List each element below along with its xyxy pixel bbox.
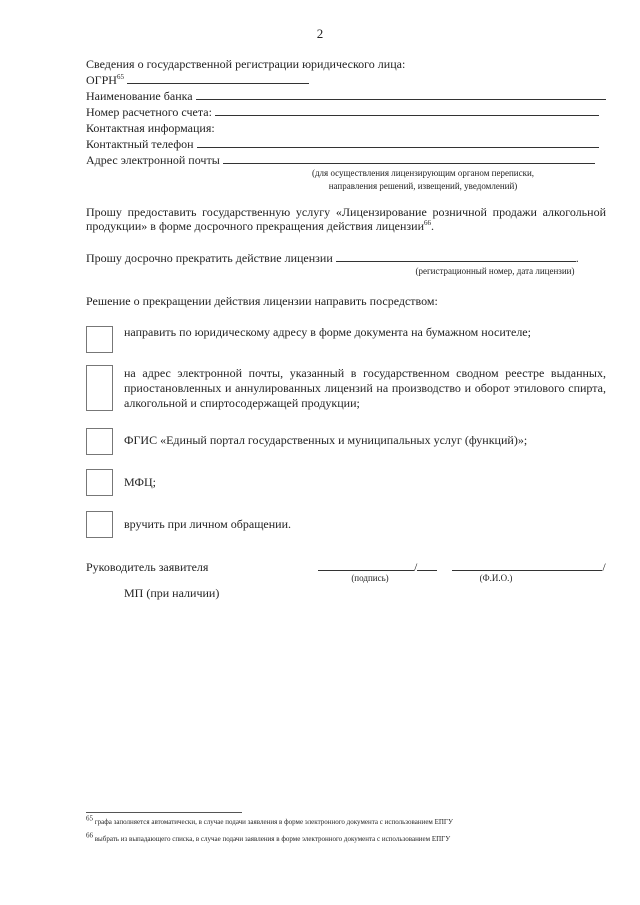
footnote-65-mark: 65 — [86, 814, 93, 823]
slash-1: / — [414, 560, 418, 574]
option-portal: ФГИС «Единый портал государственных и муниципальных услуг (функций)»; — [124, 433, 528, 447]
option-in-person: вручить при личном обращении. — [124, 517, 292, 531]
request-text: Прошу предоставить государственную услугу «Лицензирование розничной продажи алкогольной продукции» в форме досрочного прекращения действия лицензии — [86, 205, 606, 233]
account-field[interactable] — [215, 105, 599, 116]
email-note-line-1: (для осуществления лицензирующим органом переписки, — [311, 168, 535, 178]
contact-heading: Контактная информация: — [86, 121, 215, 135]
ogrn-label: ОГРН — [86, 73, 117, 87]
license-field[interactable] — [336, 251, 576, 262]
email-label: Адрес электронной почты — [86, 153, 220, 167]
footnote-66 — [86, 831, 451, 843]
bank-label: Наименование банка — [86, 89, 193, 103]
option-email: на адрес электронной почты, указанный в государственном сводном реестре выданных, приостановленных и аннулированных лицензий на производство и оборот этилового спирта, алкогольной и спиртосодержащей продукции; — [124, 366, 606, 410]
footnote-65-text: графа заполняется автоматически, в случае подачи заявления в форме электронного документа с использованием ЕПГУ — [94, 818, 453, 826]
in-person-checkbox[interactable] — [86, 511, 113, 538]
ogrn-field[interactable] — [127, 73, 309, 84]
email-checkbox[interactable] — [86, 365, 113, 411]
paper-checkbox[interactable] — [86, 326, 113, 353]
registration-heading: Сведения о государственной регистрации юридического лица: — [86, 57, 406, 71]
slash-2: / — [602, 560, 606, 574]
ogrn-footnote-ref: 65 — [116, 73, 124, 81]
mfc-checkbox[interactable] — [86, 469, 113, 496]
sign-note: (подпись) — [351, 573, 389, 583]
account-row — [86, 105, 599, 119]
ogrn-row — [86, 73, 309, 87]
stamp-label: МП (при наличии) — [124, 586, 220, 600]
head-label: Руководитель заявителя — [86, 560, 209, 574]
signature-gap — [417, 560, 437, 571]
name-field[interactable] — [452, 560, 602, 571]
bank-row — [86, 89, 606, 103]
footnote-66-mark: 66 — [86, 831, 93, 840]
bank-field[interactable] — [196, 89, 606, 100]
email-note-line-2: направления решений, извещений, уведомлений) — [328, 181, 518, 191]
request-footnote-ref: 66 — [424, 219, 431, 227]
option-mfc: МФЦ; — [124, 475, 156, 489]
request-paragraph: Прошу предоставить государственную услугу «Лицензирование розничной продажи алкогольной продукции» в форме досрочного прекращения действия лицензии$^{66}$. — [86, 205, 606, 233]
terminate-label: Прошу досрочно прекратить действие лицензии — [86, 251, 333, 265]
phone-field[interactable] — [197, 137, 599, 148]
footnote-66-text: выбрать из выпадающего списка, в случае подачи заявления в форме электронного документа с использованием ЕПГУ — [94, 835, 451, 843]
email-note — [238, 167, 608, 193]
decision-heading: Решение о прекращении действия лицензии направить посредством: — [86, 294, 438, 308]
email-field[interactable] — [223, 153, 595, 164]
option-paper: направить по юридическому адресу в форме документа на бумажном носителе; — [124, 325, 531, 339]
footnote-65 — [86, 814, 453, 826]
terminate-row: Прошу досрочно прекратить действие лицензии . — [86, 251, 579, 265]
phone-row — [86, 137, 599, 151]
account-label: Номер расчетного счета: — [86, 105, 212, 119]
phone-label: Контактный телефон — [86, 137, 194, 151]
license-note: (регистрационный номер, дата лицензии) — [415, 266, 575, 276]
footnote-separator — [86, 812, 242, 813]
portal-checkbox[interactable] — [86, 428, 113, 455]
signature-field[interactable] — [318, 560, 414, 571]
email-row — [86, 153, 595, 167]
page-number: 2 — [316, 26, 324, 41]
name-note: (Ф.И.О.) — [479, 573, 513, 583]
